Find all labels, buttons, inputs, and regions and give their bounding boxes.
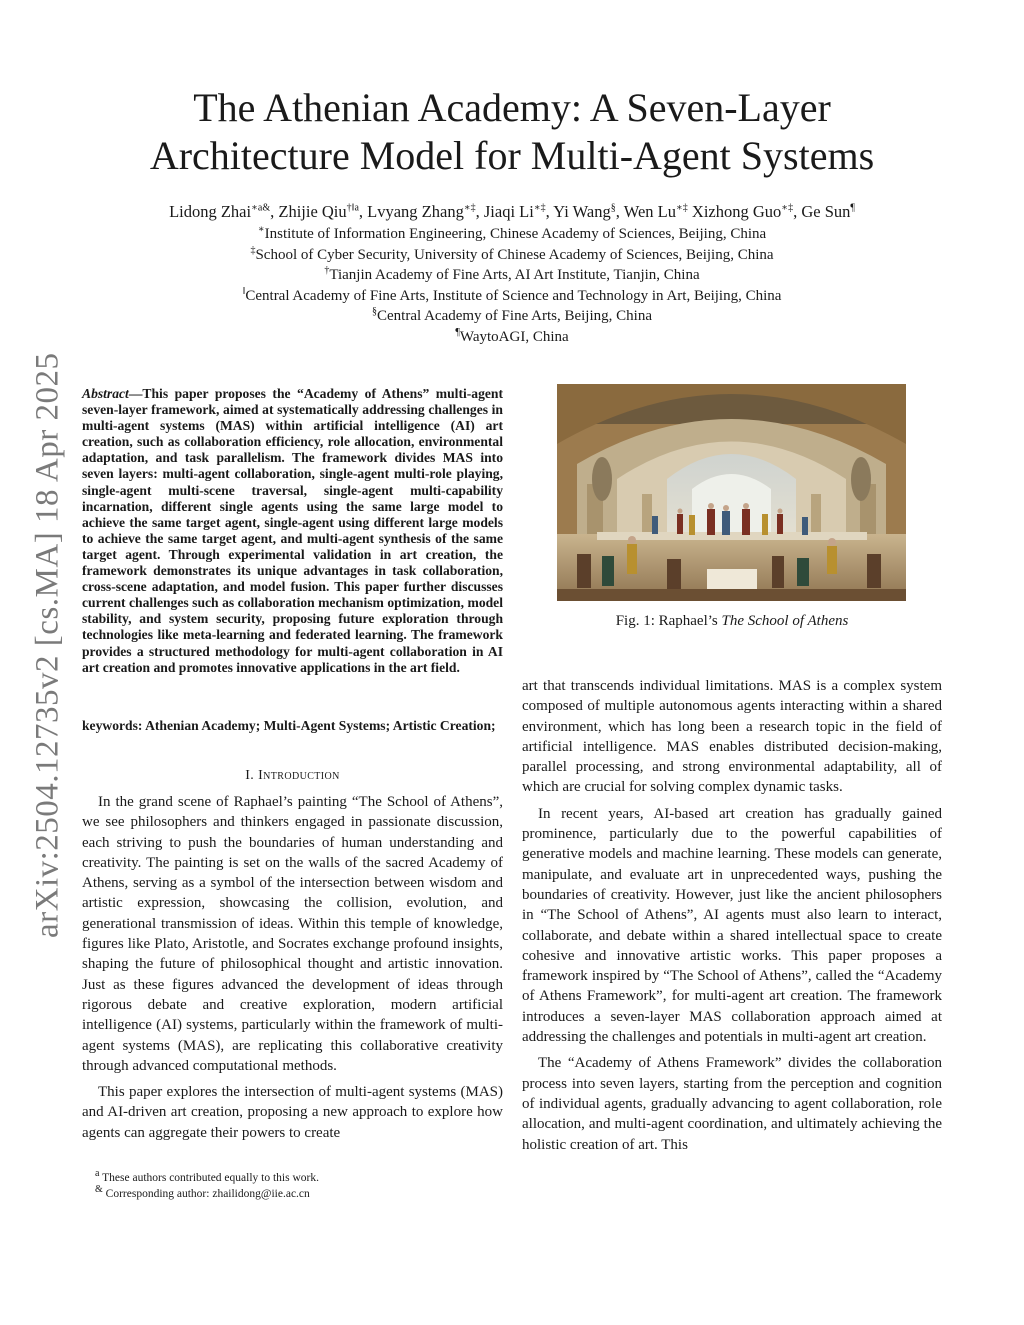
author-list (60, 201, 964, 222)
footnote: $^a$ These authors contributed equally to this work. (95, 1168, 319, 1184)
author: Lvyang Zhang∗‡, (367, 202, 484, 221)
arxiv-identifier: arXiv:2504.12735v2 [cs.MA] 18 Apr 2025 (29, 352, 66, 938)
affiliation: ‖Central Academy of Fine Arts, Institute of Science and Technology in Art, Beijing, China (242, 285, 782, 304)
paragraph: In the grand scene of Raphael’s painting “The School of Athens”, we see philosophers and thinkers engaged in passionate discussion, each striving to push the boundaries of human understanding and creativity. The painting is set on the walls of the sacred Academy of Athens, serving as a symbol of the intersection between wisdom and artistic expression, showcasing the collision, evolution, and generational transmission of ideas. Within this temple of knowledge, figures like Plato, Aristotle, and Socrates exchange profound insights, shaping the future of philosophical thought and artistic innovation. Just as these figures advanced the development of ideas through rigorous debate and creative exploration, modern artificial intelligence (AI) systems, particularly within the framework of multi-agent systems (MAS), are replicating this collaborative creativity through advanced computational methods. (82, 794, 503, 1074)
abstract (82, 386, 503, 676)
affiliation: †Tianjin Academy of Fine Arts, AI Art Institute, Tianjin, China (324, 265, 700, 284)
section-heading-introduction: I. Introduction (245, 768, 340, 783)
affiliation: ‡School of Cyber Security, University of Chinese Academy of Sciences, Beijing, China (250, 244, 774, 263)
paragraph: art that transcends individual limitations. MAS is a complex system composed of multiple autonomous agents interacting within a shared environment, which has long been a research topic in the field of artificial intelligence. MAS enables distributed decision-making, parallel processing, and strong environmental adaptability, all of which are crucial for solving complex dynamic tasks. (522, 678, 942, 796)
title-line-1: The Athenian Academy: A Seven-Layer (193, 85, 831, 130)
figure-caption: Fig. 1: Raphael’s The School of Athens (615, 613, 849, 629)
affiliation: ¶WaytoAGI, China (455, 326, 569, 345)
affiliation: §Central Academy of Fine Arts, Beijing, China (372, 306, 652, 325)
paragraph: The “Academy of Athens Framework” divides the collaboration process into seven layers, starting from the perception and cognition of individual agents, gradually advancing to agent collaboration, role allocation, and multi-agent coordination, and ultimately achieving the holistic creation of art. This (522, 1055, 942, 1153)
author: Jiaqi Li∗‡, (483, 202, 554, 221)
school-of-athens-painting (557, 384, 906, 601)
author: Ge Sun¶ (801, 202, 855, 221)
footnotes (95, 1170, 495, 1202)
title-line-2: Architecture Model for Multi-Agent Systems (149, 133, 875, 178)
author: Yi Wang§, (553, 202, 624, 221)
paragraph: This paper explores the intersection of multi-agent systems (MAS) and AI-driven art creation, proposing a new approach to explore how agents can aggregate their powers to create (82, 1084, 503, 1141)
author: Xizhong Guo∗‡, (691, 202, 802, 221)
affiliation: ∗Institute of Information Engineering, Chinese Academy of Sciences, Beijing, China (257, 224, 767, 242)
abstract-body: —This paper proposes the “Academy of Athens” multi-agent seven-layer framework, aimed at systematically addressing challenges in multi-agent systems (MAS) within artificial intelligence (AI) art creation, such as collaboration efficiency, role allocation, environmental adaptation, and task parallelism. The framework divides MAS into seven layers: multi-agent collaboration, single-agent multi-role playing, single-agent multi-scene traversal, single-agent multi-capability incarnation, different single agents using the same large model to achieve the same target agent, single-agent using different large models to achieve the same target agent, and multi-agent synthesis of the same target agent. Through experimental validation in art creation, the framework demonstrates its unique advantages in task collaboration, cross-scene adaptation, and model fusion. This paper further discusses current challenges such as collaboration mechanism optimization, model stability, and system security, proposing future exploration through technologies like meta-learning and federated learning. The framework provides a structured methodology for multi-agent collaboration in AI art creation and promotes innovative applications in the art field. (82, 386, 503, 675)
keywords: keywords: Athenian Academy; Multi-Agent Systems; Artistic Creation; (82, 718, 496, 733)
abstract-label: Abstract (82, 386, 129, 401)
author: Zhijie Qiu$^{\dagger‖a}$, (278, 202, 368, 221)
right-column-body (522, 676, 942, 1161)
author: Wen Lu∗‡ (623, 202, 688, 221)
footnote: & Corresponding author: zhailidong@iie.ac.cn (95, 1184, 310, 1200)
affiliation-list (60, 224, 964, 348)
paper-title (80, 84, 944, 180)
left-column-body (82, 792, 503, 1149)
paragraph: In recent years, AI-based art creation has gradually gained prominence, particularly due to the powerful capabilities of generative models and machine learning. These models can generate, manipulate, and evaluate art in unprecedented ways, pushing the boundaries of creativity. However, just like the ancient philosophers in “The School of Athens”, AI agents must also learn to interact, collaborate, and debate within a shared intellectual space to create cohesive and innovative artistic works. This paper proposes a framework inspired by “The School of Athens”, called the “Academy of Athens Framework”, for multi-agent art creation. The framework introduces a seven-layer MAS collaboration approach aimed at addressing the challenges and potentials in multi-agent art creation. (522, 805, 942, 1046)
author: Lidong Zhai$^{∗a\&}$, (169, 202, 279, 221)
